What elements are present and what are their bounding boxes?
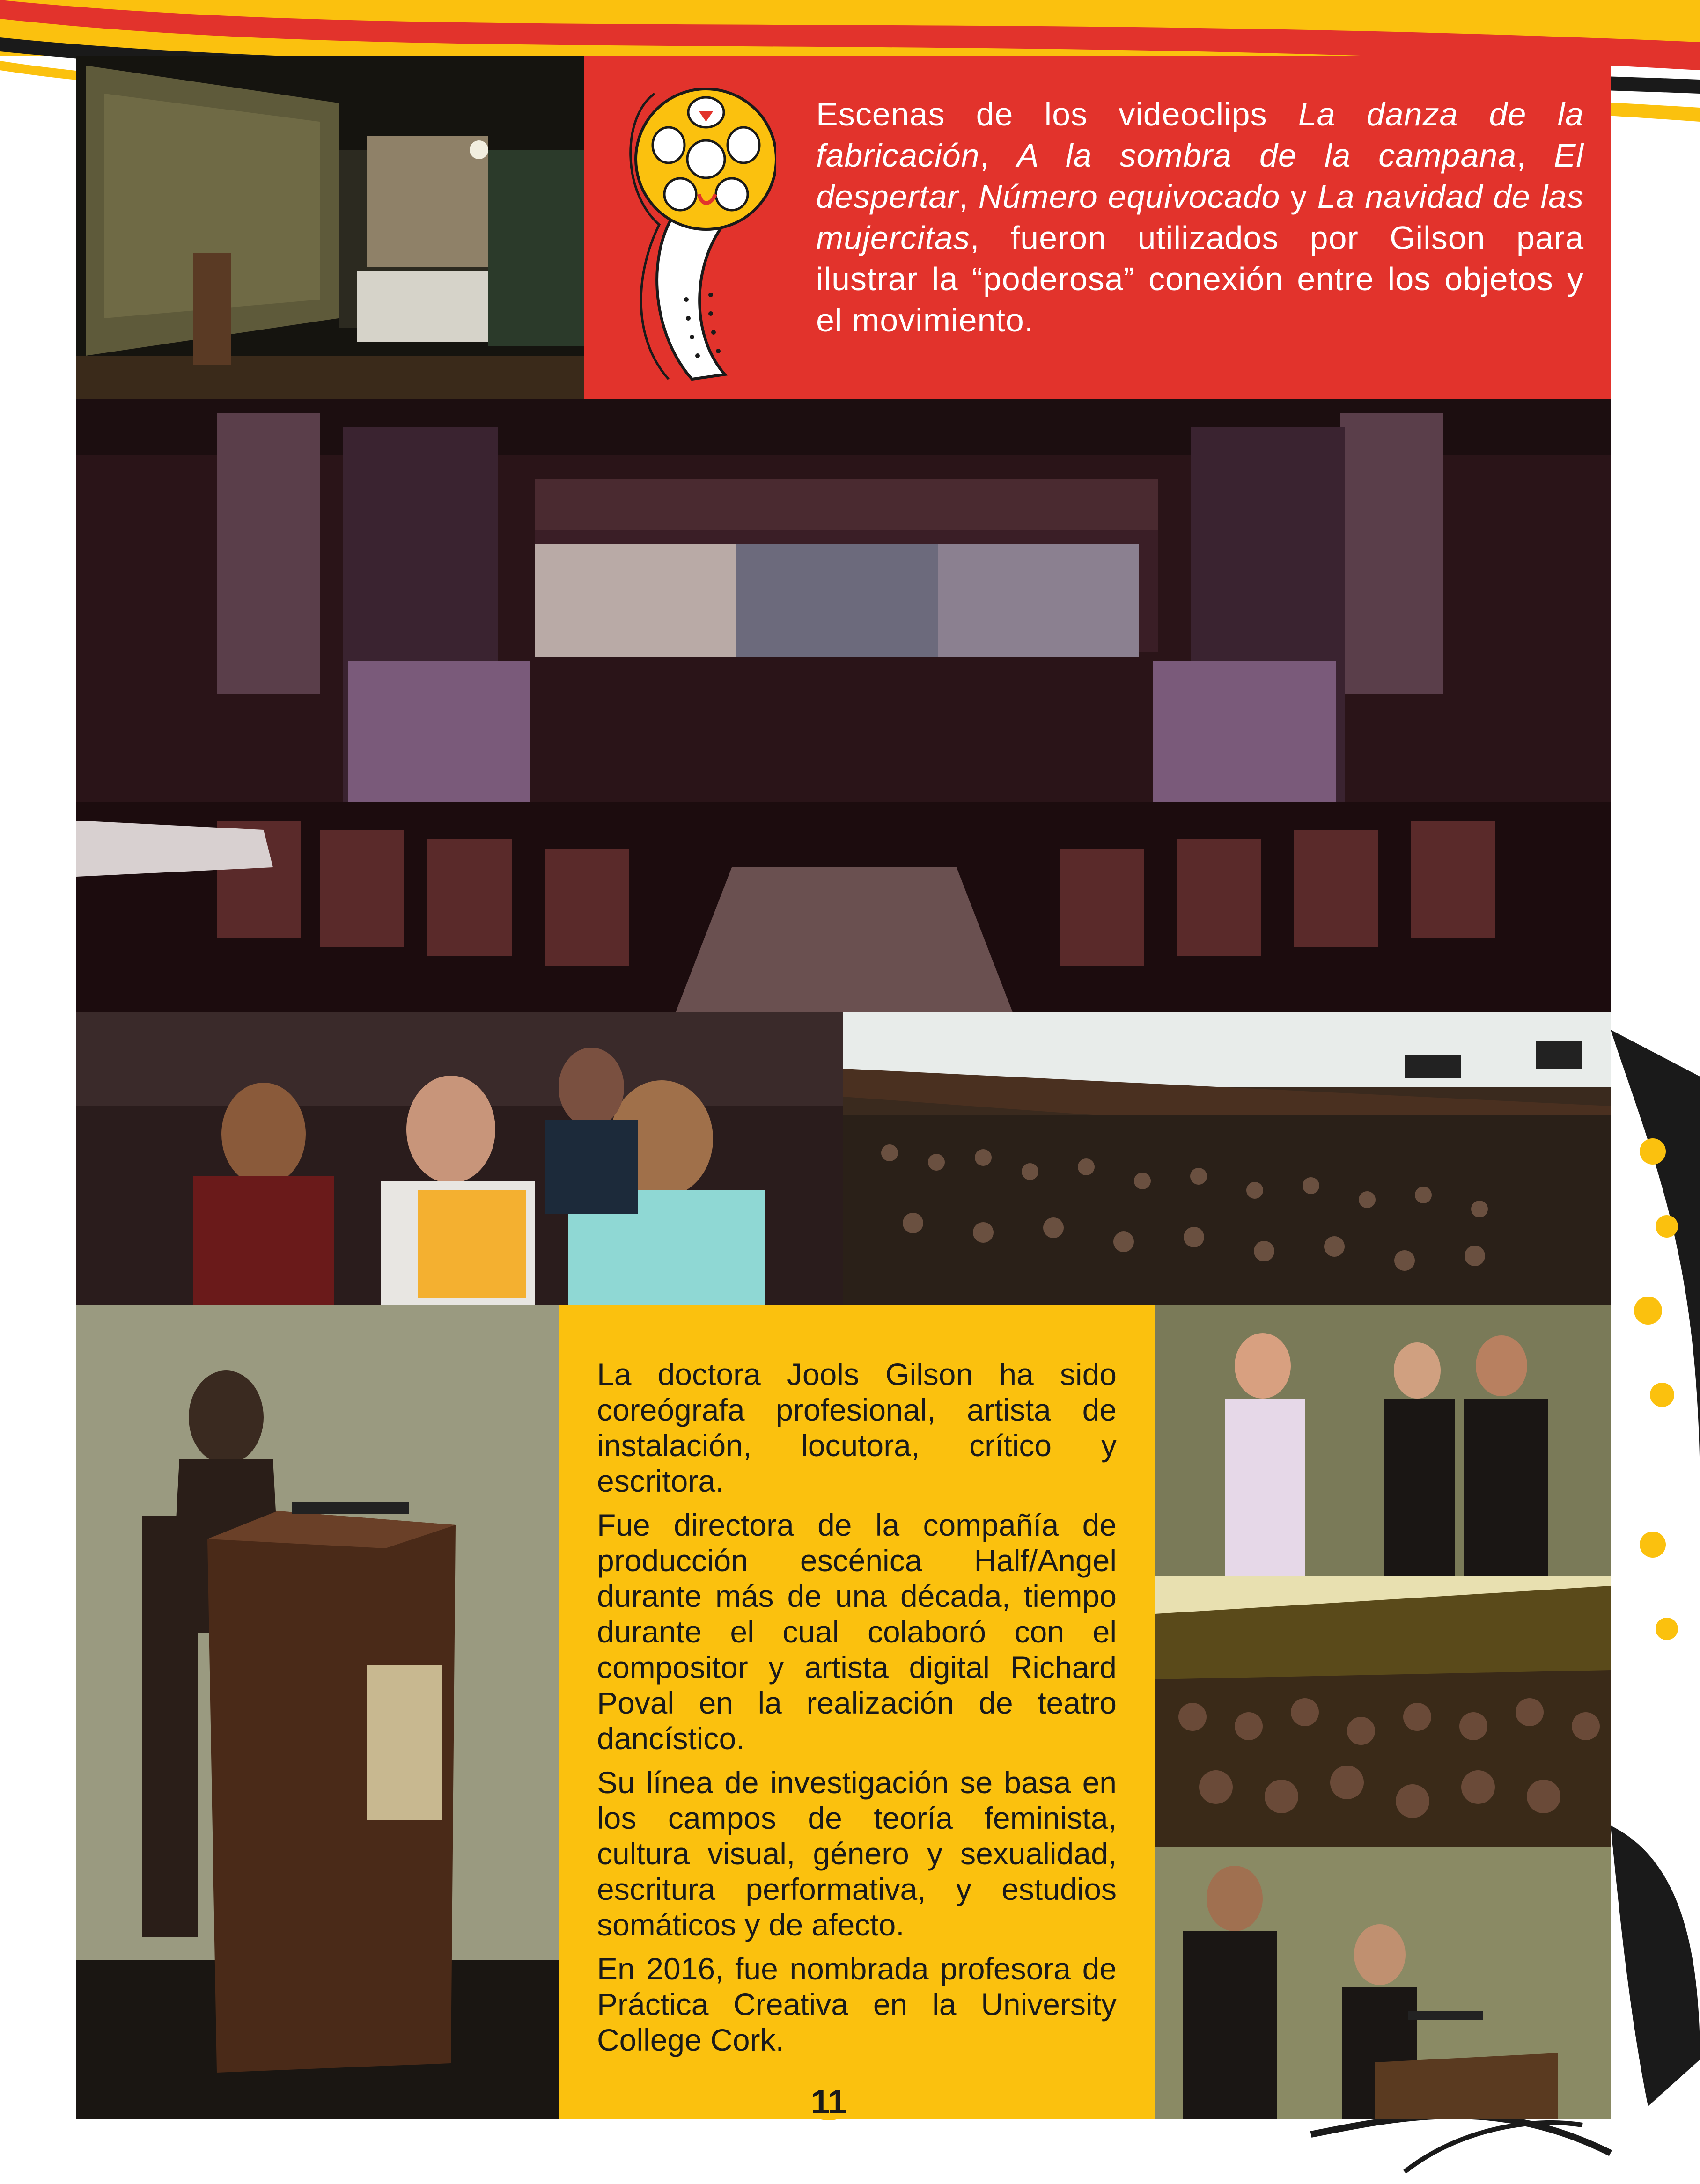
page-number-label: 11 (810, 2083, 847, 2121)
caption-title-run: La danza de la fabricación (816, 96, 1584, 174)
bio-paragraph-4: En 2016, fue nombrada profesora de Práctica Creativa en la University College Cork. (597, 1951, 1117, 2057)
caption-text-run: , (979, 137, 1017, 174)
photo-speaker-lectern (76, 1305, 559, 2119)
film-reel-icon (617, 75, 776, 393)
bio-paragraph-3: Su línea de investigación se basa en los campos de teoría feminista, cultura visual, género y sexualidad, escritura performativa, y estudios somáticos y de afecto. (597, 1765, 1117, 1942)
caption-title-run: A la sombra de la campana (1016, 137, 1517, 174)
photo-stage-screen (76, 56, 584, 399)
photo-audience-crowd (1155, 1576, 1611, 1847)
caption-text-run: , (958, 178, 979, 215)
page-number (794, 2050, 864, 2120)
caption-text (816, 94, 1584, 341)
bio-paragraph-1: La doctora Jools Gilson ha sido coreógrafa profesional, artista de instalación, locutora, crítico y escritora. (597, 1357, 1117, 1498)
photo-speakers-stage (1155, 1847, 1611, 2119)
bio-box (559, 1305, 1155, 2119)
photo-audience-smiling (76, 1012, 843, 1305)
photo-theater-screening (76, 399, 1611, 1012)
caption-text-run: Escenas de los videoclips (816, 96, 1298, 132)
caption-text-run: , (1516, 137, 1554, 174)
caption-title-run: La navidad de las mujercitas (816, 178, 1584, 256)
photo-full-auditorium (843, 1012, 1611, 1305)
caption-text-run: , fueron utilizados por Gilson para ilustrar la “poderosa” conexión entre los objetos y el movimiento. (816, 220, 1584, 338)
photo-three-guests (1155, 1305, 1611, 1576)
bio-text (597, 1356, 1117, 2066)
bio-paragraph-2: Fue directora de la compañía de producción escénica Half/Angel durante más de una década, tiempo durante el cual colaboró con el compositor y artista digital Richard Poval en la realización de teatro dancístico. (597, 1508, 1117, 1756)
caption-text-run: y (1280, 178, 1317, 215)
caption-title-run: Número equivocado (978, 178, 1281, 215)
caption-box (584, 56, 1611, 399)
caption-title-run: El despertar (816, 137, 1584, 215)
